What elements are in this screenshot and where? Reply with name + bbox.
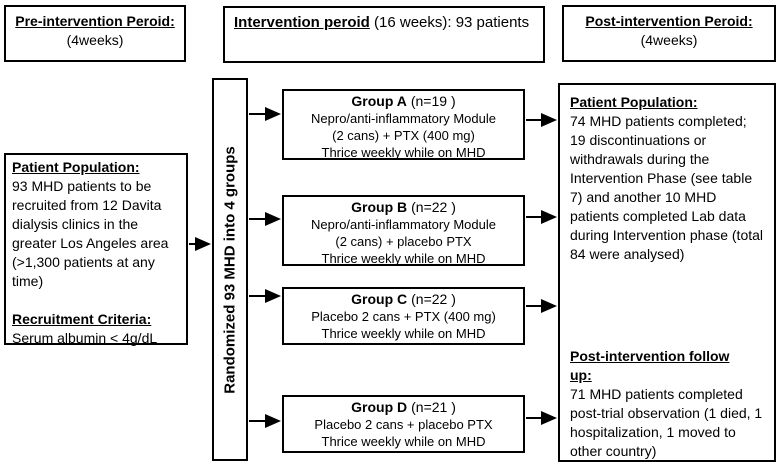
intervention-period-box — [223, 6, 545, 63]
group-c-box — [282, 287, 525, 345]
recruitment-heading: Patient Population: — [12, 159, 140, 175]
group-b-line-1: Nepro/anti-inflammatory Module — [311, 217, 496, 232]
post-intervention-duration: (4weeks) — [640, 32, 698, 48]
group-d-name: Group D — [351, 399, 408, 415]
group-a-line-3: Thrice weekly while on MHD — [321, 145, 486, 160]
recruitment-population-box — [4, 153, 188, 345]
group-d-n: (n=21 ) — [411, 399, 456, 415]
pre-intervention-heading: Pre-intervention Peroid: — [15, 13, 175, 29]
intervention-detail: (16 weeks): 93 patients — [369, 14, 530, 31]
post-intervention-period-box — [562, 5, 776, 62]
group-a-line-1: Nepro/anti-inflammatory Module — [311, 111, 496, 126]
group-a-line-2: (2 cans) + PTX (400 mg) — [332, 128, 475, 143]
group-d-box — [282, 395, 525, 453]
outcomes-population-heading: Patient Population: — [570, 94, 698, 110]
group-b-box — [282, 195, 525, 266]
group-c-line-1: Placebo 2 cans + PTX (400 mg) — [311, 309, 496, 324]
group-b-n: (n=22 ) — [411, 199, 456, 215]
recruitment-body: 93 MHD patients to be recruited from 12 Davita dialysis clinics in the greater Los Angeles area (>1,300 patients at any time) — [12, 178, 169, 289]
pre-intervention-period-box — [4, 5, 186, 62]
group-c-n: (n=22 ) — [411, 291, 456, 307]
outcomes-box — [558, 83, 776, 462]
randomization-box — [212, 78, 248, 461]
group-c-line-2: Thrice weekly while on MHD — [321, 326, 486, 341]
group-d-title — [284, 399, 523, 416]
randomization-label: Randomized 93 MHD into 4 groups — [221, 145, 239, 394]
group-b-line-3: Thrice weekly while on MHD — [321, 251, 486, 266]
pre-intervention-duration: (4weeks) — [66, 32, 124, 48]
post-intervention-heading: Post-intervention Peroid: — [585, 13, 753, 29]
intervention-heading: Intervention peroid — [234, 14, 370, 31]
group-c-name: Group C — [351, 291, 408, 307]
group-a-name: Group A — [351, 93, 407, 109]
group-a-box — [282, 89, 525, 160]
recruitment-criteria-heading: Recruitment Criteria: — [12, 311, 152, 327]
group-d-line-1: Placebo 2 cans + placebo PTX — [314, 417, 493, 432]
group-b-title — [284, 199, 523, 216]
outcomes-population-body: 74 MHD patients completed; 19 discontinuations or withdrawals during the Intervention Phase (see table 7) and another 10 MHD patients completed Lab data during Intervention phase (total 84 were analysed) — [570, 113, 764, 262]
group-b-name: Group B — [351, 199, 408, 215]
followup-body: 71 MHD patients completed post-trial observation (1 died, 1 hospitalization, 1 moved to other country) — [570, 386, 763, 459]
recruitment-criteria-body: Serum albumin < 4g/dL — [12, 330, 158, 346]
followup-heading: Post-intervention follow up: — [570, 348, 730, 383]
group-a-title — [284, 93, 523, 110]
followup-section — [570, 347, 764, 461]
group-c-title — [284, 291, 523, 308]
group-b-line-2: (2 cans) + placebo PTX — [335, 234, 472, 249]
group-a-n: (n=19 ) — [410, 93, 456, 109]
group-d-line-2: Thrice weekly while on MHD — [321, 434, 486, 449]
